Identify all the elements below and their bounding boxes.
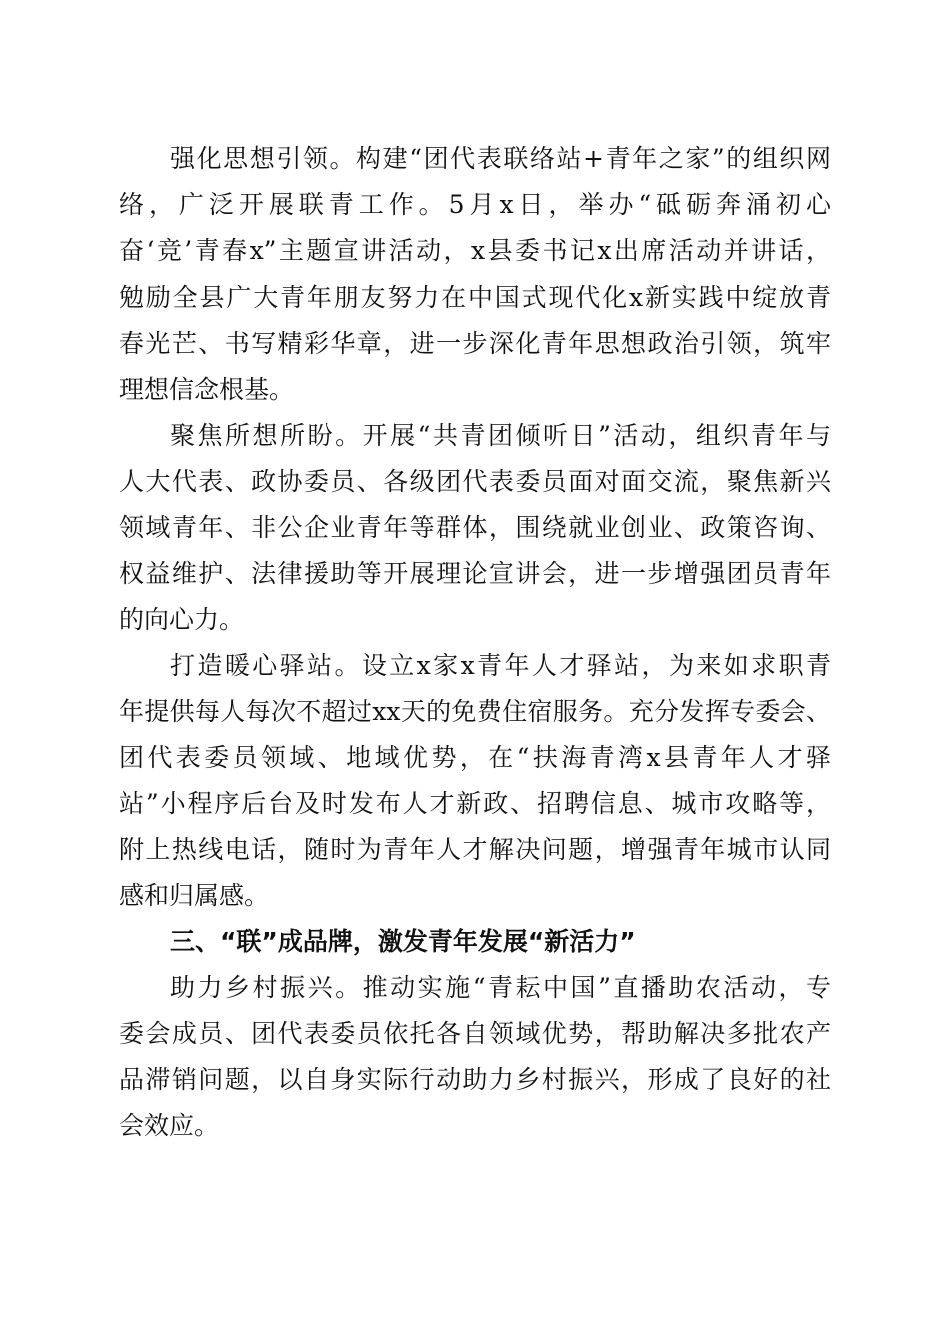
paragraph-line: 站”小程序后台及时发布人才新政、招聘信息、城市攻略等， <box>119 789 831 818</box>
paragraph-line: 奋‘竞’青春x”主题宣讲活动，x县委书记x出席活动并讲话， <box>119 236 831 265</box>
section-heading: 三、“联”成品牌，激发青年发展“新活力” <box>170 927 636 956</box>
paragraph-line: 权益维护、法律援助等开展理论宣讲会，进一步增强团员青年 <box>119 559 831 588</box>
paragraph-line: 年提供每人每次不超过xx天的免费住宿服务。充分发挥专委会、 <box>119 697 831 726</box>
paragraph-line: 勉励全县广大青年朋友努力在中国式现代化x新实践中绽放青 <box>119 283 831 312</box>
paragraph-line: 附上热线电话，随时为青年人才解决问题，增强青年城市认同 <box>119 835 831 864</box>
paragraph-line: 的向心力。 <box>119 605 245 634</box>
paragraph-line: 理想信念根基。 <box>119 375 295 404</box>
paragraph-line: 聚焦所想所盼。开展“共青团倾听日”活动，组织青年与 <box>170 421 831 450</box>
paragraph-line: 感和归属感。 <box>119 881 270 910</box>
paragraph-line: 人大代表、政协委员、各级团代表委员面对面交流，聚焦新兴 <box>119 467 831 496</box>
paragraph-line: 春光芒、书写精彩华章，进一步深化青年思想政治引领，筑牢 <box>119 329 831 358</box>
paragraph-line: 委会成员、团代表委员依托各自领域优势，帮助解决多批农产 <box>119 1019 831 1048</box>
paragraph-line: 助力乡村振兴。推动实施“青耘中国”直播助农活动，专 <box>170 973 831 1002</box>
paragraph-line: 会效应。 <box>119 1111 220 1140</box>
paragraph-line: 团代表委员领域、地域优势，在“扶海青湾x县青年人才驿 <box>119 743 831 772</box>
paragraph-line: 领域青年、非公企业青年等群体，围绕就业创业、政策咨询、 <box>119 513 831 542</box>
paragraph-line: 强化思想引领。构建“团代表联络站+青年之家”的组织网 <box>170 144 831 173</box>
paragraph-line: 络，广泛开展联青工作。5月x日，举办“砥砺奔涌初心 <box>119 190 831 219</box>
paragraph-line: 品滞销问题，以自身实际行动助力乡村振兴，形成了良好的社 <box>119 1065 831 1094</box>
paragraph-line: 打造暖心驿站。设立x家x青年人才驿站，为来如求职青 <box>170 651 831 680</box>
